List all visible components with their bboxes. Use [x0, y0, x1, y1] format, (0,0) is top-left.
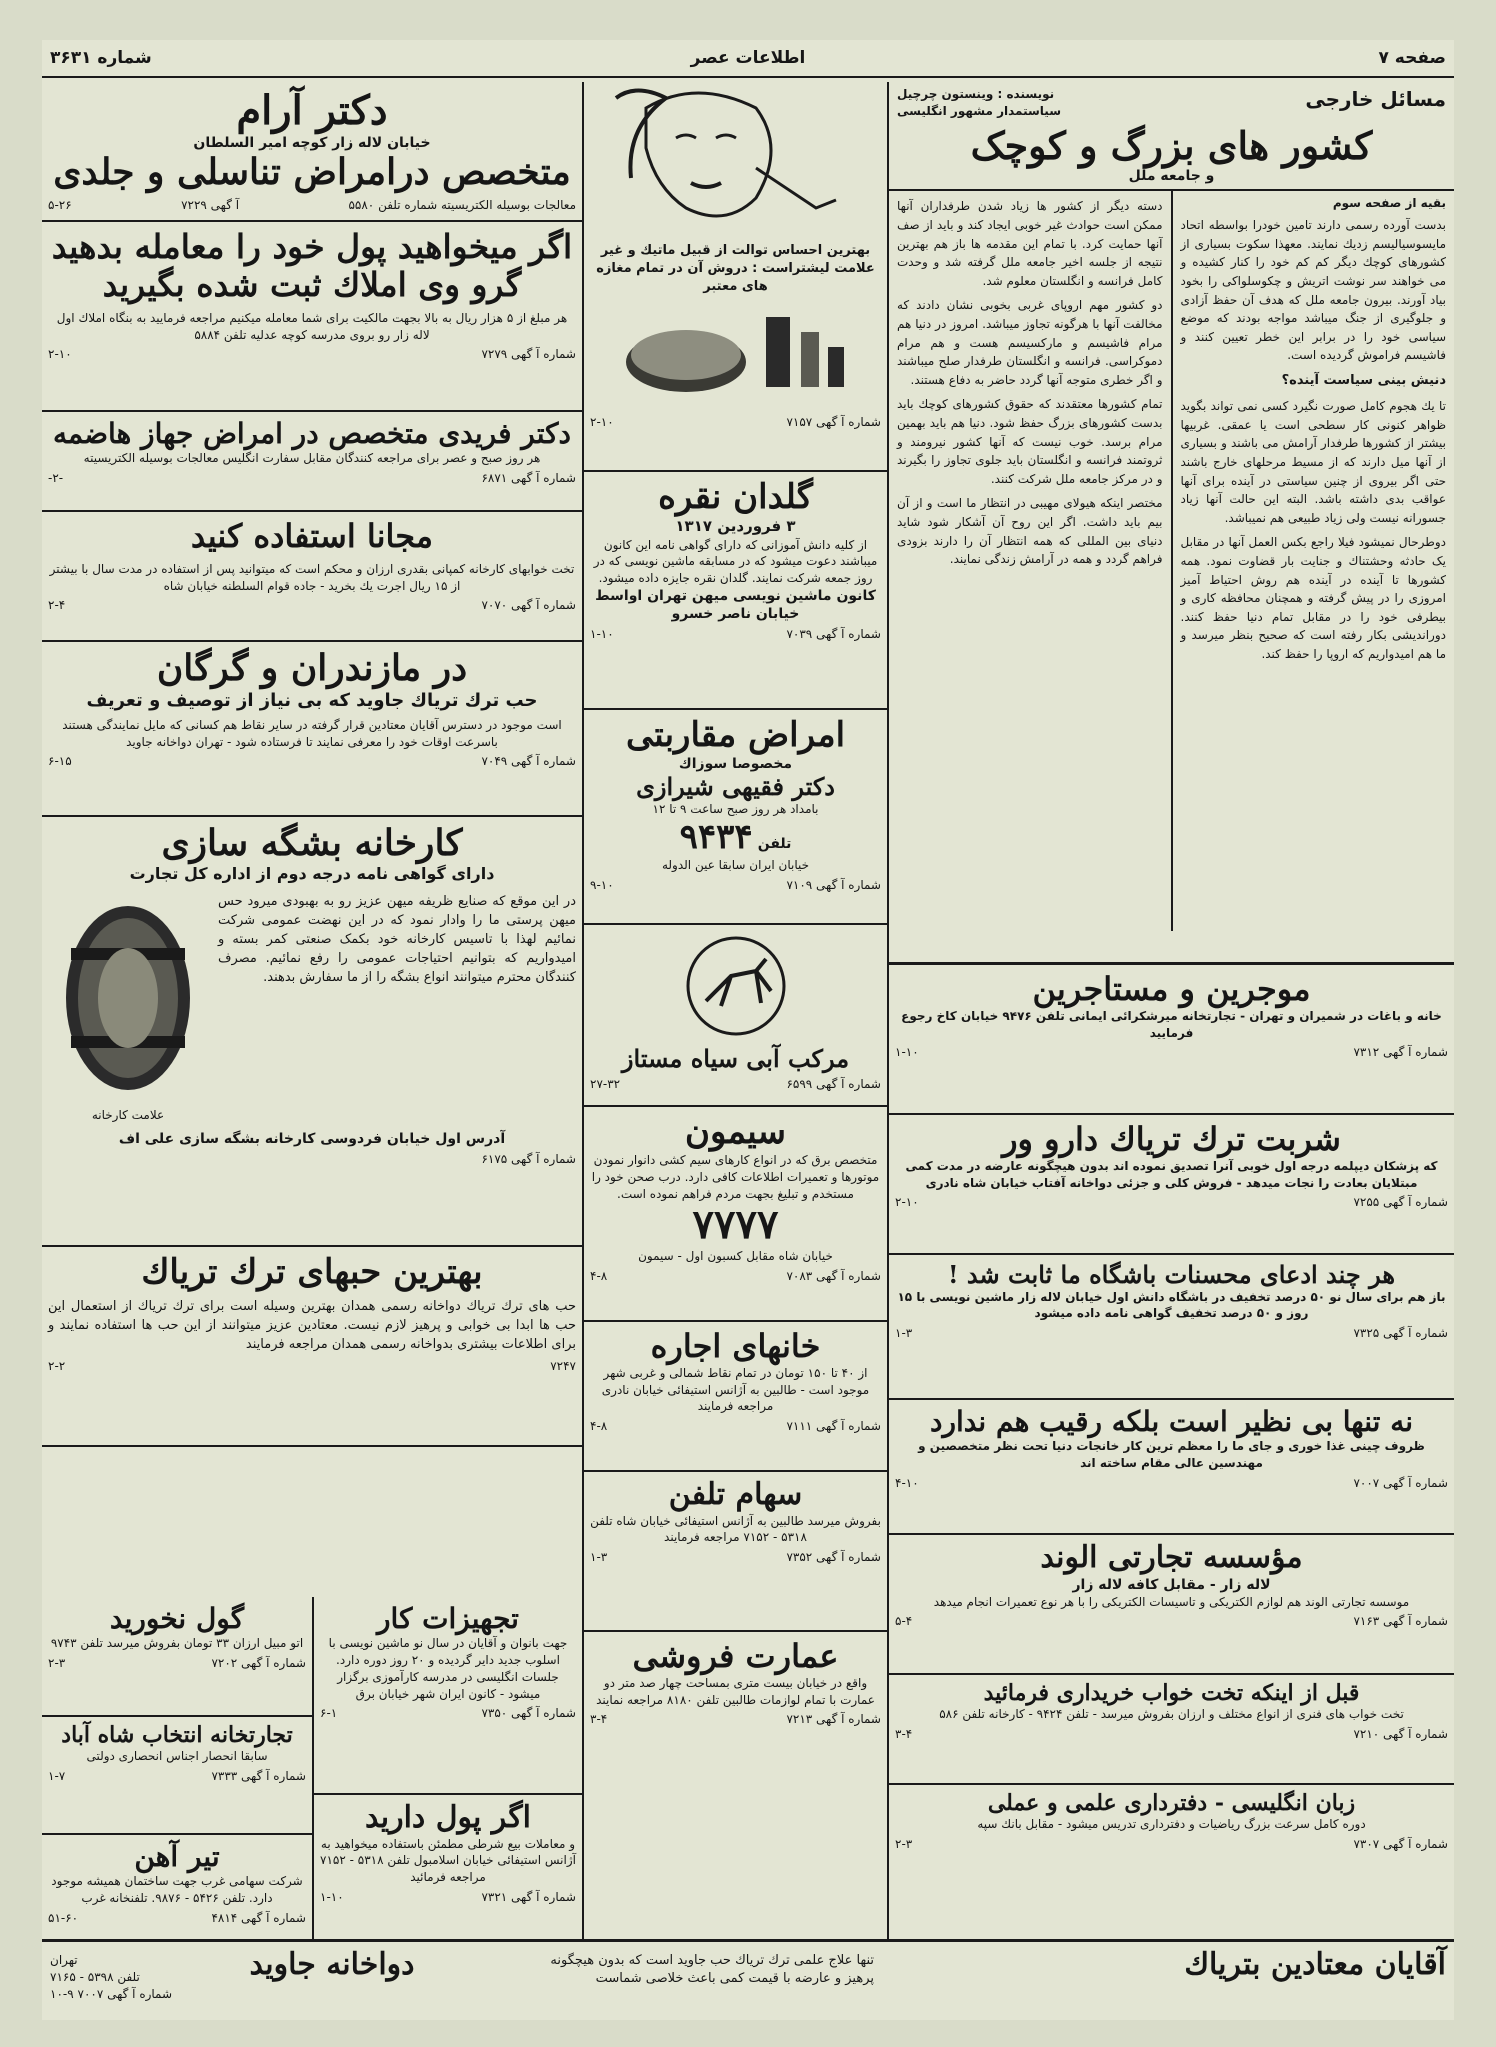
article-subhead: و جامعه ملل	[889, 167, 1454, 191]
ad-ref-dates: ۵-۲۶	[48, 197, 72, 212]
article-subhead: دنیش بینی سیاست آینده؟	[1281, 373, 1446, 389]
ad-zaban-englisi	[889, 1785, 1454, 1895]
ad-tajhizat	[314, 1597, 582, 1795]
ad-ref-dates: -۲-	[48, 470, 64, 485]
ad-bi-nazir	[889, 1400, 1454, 1535]
ad-title: دکتر آرام	[236, 87, 388, 134]
ad-mazandaran	[42, 642, 582, 817]
ad-body: تخت خواب های فنری از انواع مختلف و ارزان بفروش میرسد - تلفن ۹۴۲۴ - کارخانه تلفن ۵۸۶	[939, 1707, 1404, 1722]
ad-address: خیابان ایران سابقا عین الدوله	[661, 857, 810, 872]
ad-ref-no: شماره آ گهی ۷۰۷۰	[481, 598, 576, 613]
ad-phone: معالجات بوسیله الکتریسیته شماره تلفن ۵۵۸۰	[348, 197, 576, 212]
ad-title: عمارت فروشی	[632, 1637, 839, 1675]
newspaper-page	[42, 40, 1454, 2020]
ad-body: واقع در خیابان بیست متری بمساحت چهار صد متر دو عمارت با تمام لوازمات طالبین تلفن ۸۱۸۰ مراجعه نمایند	[596, 1675, 875, 1707]
ad-caption: بهترین احساس توالت از قبیل ماتیك و غیر علامت لیشتراست : دروش آن در تمام مغازه های معتبر	[596, 243, 875, 295]
ad-address: کانون ماشین نویسی میهن تهران اواسط خیابان ناصر خسرو	[595, 587, 876, 623]
ad-ref-dates: ۲-۲	[48, 1358, 66, 1373]
ad-ref-dates: ۲-۱۰	[48, 347, 72, 362]
article-paragraph: دسته دیگر از کشور ها زیاد شدن طرفداران آنها ممکن است حوادث غیر خوبی ایجاد کند و باید از صف آنها حمایت کرد. با تمام این مقدمه ها باز هم بهترین نتیجه از جلسه اخیر جامعه ملل گرفته شد و وحدت کامل فرانسه و انگلستان معلوم شد.	[897, 199, 1163, 288]
ad-ref-dates: ۶-۱۵	[48, 754, 72, 769]
ad-ref-no: شماره آ گهی ۷۲۵۵	[1353, 1195, 1448, 1210]
ad-ref-no: شماره آ گهی ۶۵۹۹	[786, 1076, 881, 1091]
ad-ref-no: شماره آ گهی ۷۱۱۱	[786, 1419, 881, 1434]
ad-ref-no: شماره آ گهی ۷۳۱۲	[1353, 1045, 1448, 1060]
ad-ref-no: شماره آ گهی ۷۳۵۰	[481, 1706, 576, 1721]
article-kicker: مسائل خارجی	[1305, 87, 1446, 111]
ad-ref-dates: ۴-۸	[590, 1419, 608, 1434]
ad-brand: مرکب آبی سیاه مستاز	[621, 1044, 850, 1073]
ad-title: اگر میخواهید پول خود را معامله بدهید گرو وی املاك ثبت شده بگیرید	[51, 227, 573, 304]
ad-amraz-moqarebati	[584, 710, 887, 925]
cosmetic-products-icon	[616, 297, 856, 407]
article-paragraph: بدست آورده رسمی دارند تامین خودرا بواسطه اتحاد مایسوسیالیسم زدیك نمایند. معهذا سکوت بسیاری از کشورهای کوچك دیگر کم کم خود را کنار کشیده و می خواهند سر نوشت اتریش و چکوسلواکی را بخود بیاد آورند. بیرون جامعه ملل که هدف آن حفظ آزادی و جلوگیری از جنگ میباشد مواجه بودند که موضع سیاسی خود را در برابر این خطر تعیین کنند و فاشیسم فراموش گردیده است.	[1180, 218, 1446, 363]
page-number: صفحه ۷	[1378, 48, 1446, 68]
ad-ref-no: شماره آ گهی ۴۸۱۴	[211, 1910, 306, 1925]
ad-title: کارخانه بشگه سازی	[161, 822, 463, 864]
barrel-logo-icon	[53, 893, 203, 1103]
ad-title: زبان انگلیسی - دفترداری علمی و عملی	[987, 1790, 1356, 1816]
ad-title: مؤسسه تجارتی الوند	[1040, 1540, 1303, 1575]
ad-phone: ۷۷۷۷	[692, 1201, 779, 1249]
ad-ref-no: شماره آ گهی ۷۲۱۳	[786, 1712, 881, 1727]
ad-entekhab	[42, 1717, 312, 1835]
ad-body: باز هم برای سال نو ۵۰ درصد تخفیف در باشگاه دانش اول خیابان لاله زار ماشین نویسی با ۱۵ روز و ۵۰ درصد تخفیف گواهی نامه داده میشود	[897, 1289, 1446, 1321]
ad-title: خانهای اجاره	[650, 1327, 821, 1365]
ad-ref-dates: ۴-۸	[590, 1269, 608, 1284]
phone-label: تلفن	[757, 835, 792, 852]
ad-ref-no: شماره آ گهی ۷۲۷۹	[481, 347, 576, 362]
ad-title: بهترین حبهای ترك تریاك	[141, 1252, 483, 1292]
footer-phone: تلفن ۵۳۹۸ - ۷۱۶۵	[50, 1969, 140, 1984]
ad-body: هر روز صبح و عصر برای مراجعه کنندگان مقابل سفارت انگلیس معالجات بوسیله الکتریسیته	[83, 451, 541, 466]
ad-ref-dates: ۱-۷	[48, 1769, 66, 1784]
ad-subtitle: دارای گواهی نامه درجه دوم از اداره کل تجارت	[129, 864, 495, 884]
ad-title: نه تنها بی نظیر است بلکه رقیب هم ندارد	[929, 1405, 1414, 1438]
ad-title: دکتر فریدی متخصص در امراض جهاز هاضمه	[53, 417, 571, 450]
ad-emarat-foroshi	[584, 1632, 887, 1792]
article-headline: کشور های بزرگ و کوچک	[970, 122, 1373, 168]
ad-ref-no: شماره آ گهی ۷۰۸۳	[786, 1269, 881, 1284]
ad-body: اتو مبیل ارزان ۳۳ تومان بفروش میرسد تلفن ۹۷۴۳	[50, 1636, 304, 1651]
right-column	[889, 82, 1454, 1940]
ad-ref-dates: ۵۱-۶۰	[48, 1910, 79, 1925]
ad-ref-no: شماره آ گهی ۷۰۰۷	[1353, 1475, 1448, 1490]
ad-ref-no: شماره آ گهی ۷۳۲۵	[1353, 1326, 1448, 1341]
deer-logo-icon	[661, 931, 811, 1041]
article-byline: نویسنده : وینستون چرچیل	[897, 87, 1055, 101]
ad-address: آدرس اول خیابان فردوسی کارخانه بشگه سازی علی اف	[118, 1130, 506, 1147]
ad-agar-pool	[314, 1795, 582, 1940]
ad-doctor: دکتر فقیهی شیرازی	[636, 772, 835, 802]
ad-subtitle: لاله زار - مقابل کافه لاله زار	[1072, 1576, 1271, 1593]
ad-title: تیر آهن	[134, 1840, 220, 1873]
ad-mahasenat-bashgah	[889, 1255, 1454, 1400]
footer-body: تنها علاج علمی ترك تریاك حب جاوید است که بدون هیچگونه پرهیز و عارضه با قیمت کمی باعث خلاصی شماست	[550, 1953, 874, 1987]
ad-ejare	[584, 1322, 887, 1472]
article-paragraph: مختصر اینکه هیولای مهیبی در انتظار ما است و از آن بیم باید داشت. اگر این روح آن آشکار شود شاید دنیای بین المللی که همه انتظار آن را دارند بزودی فراهم گردد و همه در آرامش زندگی نمایند.	[897, 496, 1163, 567]
ad-body: ظروف چینی غذا خوری و جای ما را معظم ترین کار خانجات دنیا تحت نظر متخصصین و مهندسین عالی مقام ساخته اند	[918, 1439, 1425, 1470]
ad-body: بفروش میرسد طالبین به آژانس استیفائی خیابان شاه تلفن ۵۳۱۸ - ۷۱۵۲ مراجعه فرمایند	[590, 1513, 881, 1545]
ad-body: متخصص برق که در انواع کارهای سیم کشی دانوار نمودن موتورها و تعمیرات اطلاعات کافی دارد. درب صحن خود را مستخدم و تبلیغ بجهت مردم فراهم نموده است.	[591, 1153, 880, 1201]
ad-title: تجهیزات کار	[377, 1602, 519, 1635]
ad-ref-no: شماره آ گهی ۷۲۰۲	[211, 1655, 306, 1670]
ad-title: سیمون	[685, 1112, 786, 1152]
page-header	[42, 40, 1454, 78]
ad-majani	[42, 512, 582, 642]
ad-title: مجانا استفاده کنید	[190, 517, 434, 555]
ad-ref-dates: ۴-۱۰	[895, 1475, 919, 1490]
ad-ref-no: شماره آ گهی ۶۱۷۵	[481, 1152, 576, 1167]
ad-ref-dates: ۲۷-۳۲	[590, 1076, 621, 1091]
article-paragraph: دوطرحال نمیشود فیلا راجع بکس العمل آنها در مقابل یک حادثه وحشتناك و جنایت بار قضاوت نمود. همه کشورها تا آینده در آینده هم روش احتیاط آمیز امروزی را در پیش گرفته و همچنان محافظه کاری و بیطرفی خود را در مقابل تمام دنیا حفظ کنند. دوراندیشی بکار رفته است که صحیح بنظر میرسد و ما هم امیدواریم که اروپا را حفظ کند.	[1180, 535, 1446, 661]
ad-body: است موجود در دسترس آقایان معتادین قرار گرفته در سایر نقاط هم کسانی که مایل نمایندگی هستند باسرعت اوقات خود را معرفی نمایند تا فرستاده شود - تهران دواخانه جاوید	[62, 717, 562, 749]
article-big-small-countries	[889, 82, 1454, 965]
ad-address: خیابان لاله زار کوچه امیر السلطان	[193, 135, 431, 151]
article-paragraph: تا یك هجوم کامل صورت نگیرد کسی نمی تواند بگوید ظواهر کنونی کار سطحی است یا عمقی. غربیها بیشتر از کشورها طرفدار آرامش می باشند و بسیاری از آنها میل دارند که از مسیط مرحلهای خارج باشند حتی اگر بیروی از چنین سیاستی در آینده برای آنها عواقب بدی داشته باشد. البته این حالت آنها زیاد جسورانه نیست ولی زیاد طبیعی هم نمیباشد.	[1180, 399, 1446, 525]
ad-date: ۳ فروردین ۱۳۱۷	[675, 517, 796, 536]
ad-address: خیابان شاه مقابل کسبون اول - سیمون	[638, 1249, 833, 1264]
ad-body: در این موقع که صنایع ظریفه میهن عزیز رو به بهبودی میرود حس میهن پرستی ما را وادار نمود که در این نهضت عمومی شرکت نمائیم لهذا با تاسیس کارخانه خود بکمک صنعتی کمر بسته و امیدواریم که بتوانیم احتیاجات عمومی را رفع نمائیم. مصرف کنندگان محترم میتوانند انواع بشگه را از ما سفارش بدهند.	[218, 894, 576, 985]
article-paragraph: تمام کشورها معتقدند که حقوق کشورهای کوچك باید بدست کشورهای بزرگ حفظ شود. دنیا هم باید بهمین مرام برسد. خوب نیست که آنها کشور نیرومند و ثروتمند فرانسه و انگلستان باید جلوی تجاوز را بگیرند و در مرکز جامعه ملل شرکت کنند.	[897, 397, 1163, 486]
ad-seymoon	[584, 1107, 887, 1322]
article-byline-role: سیاستمدار مشهور انگلیسی	[897, 103, 1061, 118]
ad-ref-dates: ۳-۴	[590, 1712, 608, 1727]
ad-ref-no: شماره آ گهی ۷۱۵۷	[786, 414, 881, 429]
left-column	[42, 82, 582, 1940]
ad-title: شربت ترك تریاك دارو ور	[1002, 1120, 1341, 1158]
ad-ref-dates: ۲-۱۰	[590, 414, 614, 429]
ad-ref-dates: ۵-۴	[895, 1614, 913, 1629]
ad-ref-dates: ۱-۱۰	[895, 1045, 919, 1060]
ad-specialty: متخصص درامراض تناسلی و جلدی	[53, 151, 571, 194]
ad-subtitle: حب ترك تریاك جاوید که بی نیاز از توصیف و تعریف	[86, 690, 538, 712]
ad-sahm-telephone	[584, 1472, 887, 1632]
ad-body: هر مبلغ از ۵ هزار ریال به بالا بجهت مالکیت برای شما معامله میکنیم مراجعه فرمایید به بنگاه املاك اول لاله زار رو بروی مدرسه کوچه عدلیه تلفن ۵۸۸۴	[56, 310, 568, 342]
ad-ref-dates: ۱-۳	[895, 1326, 913, 1341]
ad-body: جهت بانوان و آقایان در سال نو ماشین نویسی با اسلوب جدید داير گردیده و ۲۰ روز دوره دارد. جلسات انگلیسی در مدرسه کارآموزی برگزار میشود - کانون ایران شهر خیابان برق	[328, 1636, 568, 1701]
ad-ref-no: شماره آ گهی ۷۱۰۹	[786, 877, 881, 892]
ad-body: شرکت سهامی غرب جهت ساختمان همیشه موجود دارد. تلفن ۵۴۲۶ - ۹۸۷۶. تلفنخانه غرب	[51, 1874, 303, 1905]
ad-ref-no: شماره آ گهی ۷۰۴۹	[481, 754, 576, 769]
ad-body: خانه و باغات در شمیران و تهران - تجارتخانه میرشکرائی ایمانی تلفن ۹۴۷۶ خیابان کاخ رجوع فرمایید	[901, 1008, 1442, 1040]
ad-body: از ۴۰ تا ۱۵۰ تومان در تمام نقاط شمالی و غربی شهر موجود است - طالبین به آژانس استیفائی خیابان نادری مراجعه فرمایند	[601, 1365, 870, 1414]
ad-subtitle: مخصوصا سوزاك	[678, 756, 793, 773]
article-continued-note: بقیه از صفحه سوم	[1332, 196, 1446, 211]
ad-body: موسسه تجارتی الوند هم لوازم الکتریکی و تاسیسات الکتریکی را با هر نوع تعمیرات انجام میدهد	[933, 1594, 1410, 1609]
ad-body: که پزشکان دیپلمه درجه اول خوبی آنرا تصدیق نموده اند بدون هیچگونه عارضه در مدت کمی مبتلایان بعادت را نجات میدهد - فروش کلی و جزئی دواخانه آفتاب خیابان شاه نادری	[905, 1158, 1438, 1190]
ad-alvand	[889, 1535, 1454, 1675]
ad-habha	[42, 1247, 582, 1447]
ad-morakab	[584, 925, 887, 1107]
ad-bashge-sazi	[42, 817, 582, 1247]
ad-title: در مازندران و گرگان	[156, 647, 468, 689]
ad-ref-dates: ۲-۱۰	[895, 1195, 919, 1210]
ad-body: حب های ترك تریاك دواخانه رسمی همدان بهترین وسیله است برای ترك تریاك از استعمال این حب ها ابدا بی خوابی و پرهیز لازم نیست. معتادین عزیز میتوانند از این حب ها استفاده نمایند و برای اطلاعات بیشتری بدواخانه رسمی همدان مراجعه فرمایند	[48, 1299, 576, 1352]
ad-title: اگر پول دارید	[365, 1800, 531, 1835]
ad-ref-no: شماره آ گهی ۶۸۷۱	[481, 470, 576, 485]
ad-title: گلدان نقره	[658, 477, 813, 517]
middle-column	[584, 82, 887, 1940]
ad-ref-no: آ گهی ۷۲۲۹	[181, 197, 240, 212]
ad-ref-dates: ۶-۱	[320, 1706, 338, 1721]
ad-goldan-noqre	[584, 472, 887, 710]
ad-ref-dates: ۲-۳	[895, 1837, 913, 1852]
ad-ref-dates: ۱-۳	[590, 1550, 608, 1565]
issue-number: شماره ۳۶۳۱	[50, 48, 152, 68]
ad-ref-no: شماره آ گهی ۷۳۰۷	[1353, 1837, 1448, 1852]
ad-title: قبل از اینکه تخت خواب خریداری فرمائید	[983, 1680, 1360, 1706]
woman-face-illustration-icon	[606, 88, 866, 238]
ad-ref-no: شماره آ گهی ۷۳۳۳	[211, 1769, 306, 1784]
ad-title: هر چند ادعای محسنات باشگاه ما ثابت شد !	[948, 1260, 1395, 1289]
ad-hours: بامداد هر روز صبح ساعت ۹ تا ۱۲	[652, 801, 819, 816]
ad-gol-nakhorid	[42, 1597, 312, 1717]
ad-mojerin	[889, 965, 1454, 1115]
ad-amlak	[42, 222, 582, 412]
ad-ref-dates: ۳-۴	[895, 1727, 913, 1742]
paper-name: اطلاعات عصر	[690, 48, 806, 68]
footer-ref-dates: ۹-۱۰	[50, 1986, 74, 2001]
ad-title: گول نخورید	[109, 1602, 245, 1635]
ad-ref-dates: ۲-۴	[48, 598, 66, 613]
ad-ref-no: شماره آ گهی ۷۳۵۲	[786, 1550, 881, 1565]
ad-ref-dates: ۹-۱۰	[590, 877, 614, 892]
ad-title: سهام تلفن	[668, 1477, 803, 1512]
ad-cosmetic	[584, 82, 887, 472]
ad-ref-no: شماره آ گهی ۷۱۶۳	[1353, 1614, 1448, 1629]
ad-ref-no: شماره آ گهی ۷۲۱۰	[1353, 1727, 1448, 1742]
logo-caption: علامت کارخانه	[91, 1108, 165, 1123]
ad-dr-faridi	[42, 412, 582, 512]
ad-tir-ahan	[42, 1835, 312, 1940]
article-paragraph: دو کشور مهم اروپای غربی بخوبی نشان دادند که مخالفت آنها با هرگونه تجاوز میباشد. امروز در دنیا هم مرام فاشیسم و مارکسیسم هست و هم مرام دموکراسی. فرانسه و انگلستان طرفدار صلح میباشند و اگر خطری متوجه آنها گردد حاضر به دفاع هستند.	[897, 298, 1163, 387]
ad-sharbat-tark	[889, 1115, 1454, 1255]
ad-body: سابقا انحصار اجناس انحصاری دولتی	[86, 1749, 268, 1764]
ad-ref-dates: ۱-۱۰	[590, 627, 614, 642]
footer-pharmacy-name: دواخانه جاوید	[249, 1947, 415, 1982]
ad-ref-no: ۷۲۴۷	[550, 1358, 576, 1373]
ad-body: دوره کامل سرعت بزرگ ریاضیات و دفترداری تدریس میشود - مقابل بانك سپه	[977, 1817, 1366, 1832]
ad-ref-dates: ۱-۱۰	[320, 1889, 344, 1904]
ad-body: و معاملات بیع شرطی مطمئن باستفاده میخواهید به آژانس استیفائی خیابان اسلامبول تلفن ۵۳۱۸ - ۷۱۵۲ مراجعه فرمائید	[320, 1836, 576, 1885]
ad-ref-dates: ۲-۳	[48, 1655, 66, 1670]
ad-title: امراض مقاربتی	[625, 715, 846, 755]
footer-banner-javid	[42, 1939, 1454, 2020]
ad-body: از کلیه دانش آموزانی که دارای گواهی نامه این کانون میباشند دعوت میشود که در مسابقه ماشین نویسی که در روز جمعه شرکت نمایند. گلدان نقره جایزه داده میشود.	[593, 537, 878, 586]
ad-ref-no: شماره آ گهی ۷۳۲۱	[481, 1889, 576, 1904]
ad-body: تخت خوابهای کارخانه کمپانی بقدری ارزان و محکم است که میتوانید پس از استفاده در مدت سال با بیشتر از ۱۵ ریال اجرت یك بخرید - جاده قوام السلطنه خیابان شاه	[49, 561, 575, 593]
ad-takhte-khab	[889, 1675, 1454, 1785]
footer-ref-no: شماره آ گهی ۷۰۰۷	[77, 1986, 173, 2001]
ad-title: تجارتخانه انتخاب شاه آباد	[61, 1722, 293, 1748]
ad-title: موجرین و مستاجرین	[1032, 970, 1311, 1008]
ad-ref-no: شماره آ گهی ۷۰۳۹	[786, 627, 881, 642]
footer-title: آقایان معتادین بتریاك	[1184, 1947, 1446, 1982]
ad-phone: ۹۴۳۴	[679, 816, 753, 857]
footer-city: تهران	[50, 1953, 78, 1967]
ad-dr-aram	[42, 82, 582, 222]
